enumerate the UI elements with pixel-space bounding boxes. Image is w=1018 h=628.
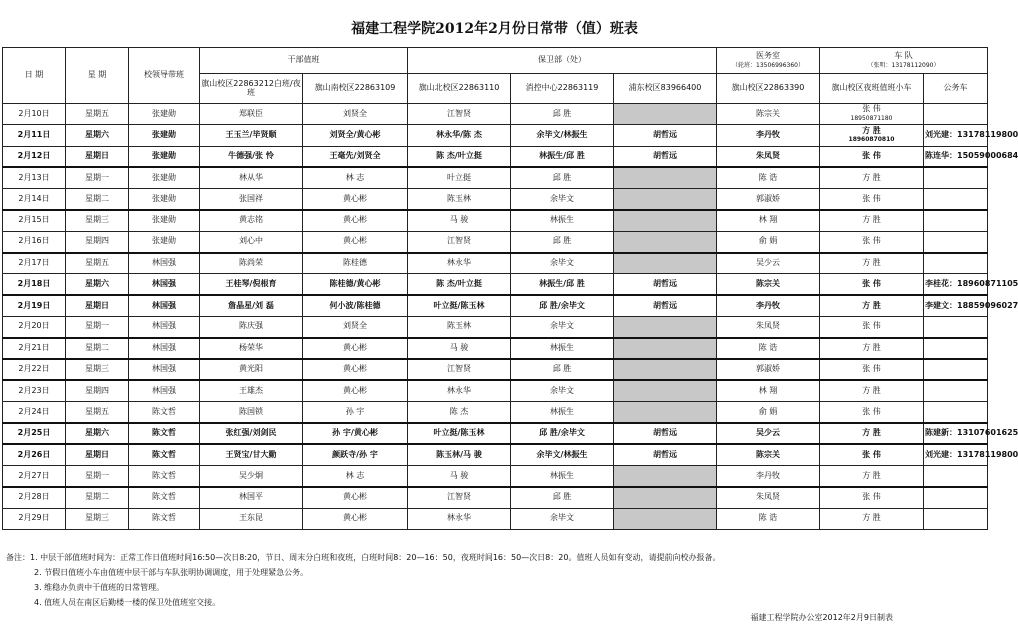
cadre-qishan-cell: 王玉兰/毕贤顺: [200, 125, 303, 146]
leader-cell: 陈文哲: [129, 466, 200, 487]
security-qishan-cell: 俞 娟: [717, 231, 820, 252]
security-fire-center-cell: 余毕文: [511, 189, 614, 210]
weekday-cell: 星期五: [66, 104, 129, 125]
header-fleet: 车 队 （张明：13178112090）: [820, 48, 988, 74]
weekday-cell: 星期三: [66, 210, 129, 231]
weekday-cell: 星期四: [66, 231, 129, 252]
note-2: 2. 节假日值班小车由值班中层干部与车队张明协调调度，用于处理紧急公务。: [34, 568, 309, 577]
date-cell: 2月18日: [3, 274, 66, 295]
header-leader: 校领导带班: [129, 48, 200, 104]
date-cell: 2月23日: [3, 380, 66, 401]
weekday-cell: 星期三: [66, 508, 129, 529]
security-qishan-cell: 吴少云: [717, 423, 820, 444]
header-weekday: 星 期: [66, 48, 129, 104]
header-medical: 医务室 （轮班：13506996360）: [717, 48, 820, 74]
weekday-cell: 星期六: [66, 125, 129, 146]
cadre-qishan-south-cell: 黄心彬: [303, 380, 408, 401]
night-car-cell: 张 伟: [820, 146, 924, 167]
security-pudong-cell: 胡哲远: [614, 274, 717, 295]
date-cell: 2月20日: [3, 316, 66, 337]
security-pudong-cell: [614, 189, 717, 210]
security-qishan-north-cell: 江智贤: [408, 231, 511, 252]
security-qishan-cell: 陈宗关: [717, 444, 820, 465]
security-fire-center-cell: 邱 胜: [511, 104, 614, 125]
leader-cell: 林国强: [129, 380, 200, 401]
official-car-cell: [924, 359, 988, 380]
date-cell: 2月16日: [3, 231, 66, 252]
header-security-qishan-north: 旗山北校区22863110: [408, 74, 511, 104]
cadre-qishan-south-cell: 陈桂德/黄心彬: [303, 274, 408, 295]
table-row: [3, 125, 988, 146]
notes: [6, 550, 720, 610]
note-1: 备注：1. 中层干部值班时间为：正常工作日值班时间16:50—次日8:20，节日、周末分白班和夜班，白班时间8：20—16：50，夜班时间16：50—次日8：20。值班人员如有变动，请提前向校办报备。: [6, 553, 721, 562]
cadre-qishan-cell: 黄光阳: [200, 359, 303, 380]
table-row: [3, 231, 988, 252]
weekday-cell: 星期二: [66, 487, 129, 508]
security-qishan-north-cell: 陈玉林: [408, 316, 511, 337]
table-row: [3, 167, 988, 188]
cadre-qishan-south-cell: 黄心彬: [303, 338, 408, 359]
date-cell: 2月17日: [3, 253, 66, 274]
header-cadre-qishan: 旗山校区22863212白班/夜班: [200, 74, 303, 104]
cadre-qishan-cell: 吴少炯: [200, 466, 303, 487]
weekday-cell: 星期一: [66, 466, 129, 487]
weekday-cell: 星期日: [66, 146, 129, 167]
weekday-cell: 星期五: [66, 402, 129, 423]
cadre-qishan-south-cell: 王毫先/刘贤全: [303, 146, 408, 167]
cadre-qishan-south-cell: 刘贤全/黄心彬: [303, 125, 408, 146]
date-cell: 2月15日: [3, 210, 66, 231]
security-fire-center-cell: 邱 胜: [511, 167, 614, 188]
official-car-cell: [924, 253, 988, 274]
date-cell: 2月14日: [3, 189, 66, 210]
security-pudong-cell: [614, 253, 717, 274]
security-qishan-north-cell: 马 骏: [408, 338, 511, 359]
security-pudong-cell: [614, 466, 717, 487]
header-fleet-night-car: 旗山校区夜班值班小车: [820, 74, 924, 104]
security-qishan-cell: 李丹牧: [717, 125, 820, 146]
night-car-cell: 方 胜: [820, 466, 924, 487]
security-qishan-north-cell: 叶立挺: [408, 167, 511, 188]
official-car-cell: [924, 338, 988, 359]
night-car-cell: 方 胜: [820, 423, 924, 444]
night-car-cell: 张 伟: [820, 359, 924, 380]
security-qishan-cell: 林 翔: [717, 210, 820, 231]
official-car-cell: [924, 104, 988, 125]
security-qishan-cell: 郭淑娇: [717, 359, 820, 380]
weekday-cell: 星期二: [66, 338, 129, 359]
leader-cell: 陈文哲: [129, 444, 200, 465]
table-row: [3, 210, 988, 231]
official-car-cell: [924, 402, 988, 423]
leader-cell: 林国强: [129, 274, 200, 295]
security-fire-center-cell: 余毕文/林振生: [511, 125, 614, 146]
security-qishan-north-cell: 林永华: [408, 380, 511, 401]
date-cell: 2月28日: [3, 487, 66, 508]
weekday-cell: 星期四: [66, 380, 129, 401]
security-fire-center-cell: 林振生/邱 胜: [511, 146, 614, 167]
security-qishan-north-cell: 林永华: [408, 253, 511, 274]
night-car-cell: 张 伟 18950871180: [820, 104, 924, 125]
cadre-qishan-south-cell: 林 志: [303, 466, 408, 487]
date-cell: 2月27日: [3, 466, 66, 487]
table-row: [3, 338, 988, 359]
leader-cell: 张建勋: [129, 231, 200, 252]
security-qishan-cell: 陈宗关: [717, 274, 820, 295]
duty-rows: [3, 104, 1018, 530]
leader-cell: 陈文哲: [129, 423, 200, 444]
table-row: [3, 380, 988, 401]
cadre-qishan-cell: 陈庆强: [200, 316, 303, 337]
date-cell: 2月25日: [3, 423, 66, 444]
night-car-cell: 方 胜: [820, 338, 924, 359]
header-security-group: 保卫部（处）: [408, 48, 717, 74]
cadre-qishan-cell: 詹晶星/刘 磊: [200, 295, 303, 316]
security-qishan-cell: 朱凤贤: [717, 316, 820, 337]
table-row: [3, 508, 988, 529]
security-qishan-cell: 李丹牧: [717, 466, 820, 487]
cadre-qishan-cell: 郑联臣: [200, 104, 303, 125]
security-pudong-cell: 胡哲远: [614, 125, 717, 146]
cadre-qishan-cell: 张红强/刘剑民: [200, 423, 303, 444]
security-qishan-cell: 林 翔: [717, 380, 820, 401]
table-row: [3, 359, 988, 380]
table-row: [3, 189, 988, 210]
security-qishan-north-cell: 陈 杰/叶立挺: [408, 274, 511, 295]
security-fire-center-cell: 邱 胜: [511, 359, 614, 380]
official-car-cell: [924, 380, 988, 401]
security-fire-center-cell: 邱 胜: [511, 231, 614, 252]
security-fire-center-cell: 余毕文: [511, 508, 614, 529]
cadre-qishan-cell: 王东昆: [200, 508, 303, 529]
header-fleet-official-car: 公务车: [924, 74, 988, 104]
official-car-cell: [924, 167, 988, 188]
leader-cell: 陈文哲: [129, 402, 200, 423]
security-fire-center-cell: 林振生: [511, 466, 614, 487]
cadre-qishan-cell: 杨荣华: [200, 338, 303, 359]
security-qishan-cell: 俞 娟: [717, 402, 820, 423]
security-qishan-cell: 陈宗关: [717, 104, 820, 125]
official-car-cell: [924, 316, 988, 337]
table-row: [3, 487, 988, 508]
cadre-qishan-south-cell: 孙 宇: [303, 402, 408, 423]
cadre-qishan-cell: 陈尚荣: [200, 253, 303, 274]
date-cell: 2月21日: [3, 338, 66, 359]
cadre-qishan-south-cell: 黄心彬: [303, 487, 408, 508]
official-car-cell: 陈连华：15059000684: [924, 146, 988, 167]
security-pudong-cell: [614, 167, 717, 188]
leader-cell: 张建勋: [129, 104, 200, 125]
security-fire-center-cell: 林振生/邱 胜: [511, 274, 614, 295]
weekday-cell: 星期二: [66, 189, 129, 210]
security-pudong-cell: [614, 359, 717, 380]
footer-issuer: 福建工程学院办公室2012年2月9日制表: [750, 613, 893, 622]
security-pudong-cell: 胡哲远: [614, 444, 717, 465]
security-qishan-north-cell: 江智贤: [408, 104, 511, 125]
cadre-qishan-cell: 刘心中: [200, 231, 303, 252]
security-fire-center-cell: 林振生: [511, 210, 614, 231]
table-row: [3, 466, 988, 487]
official-car-cell: 刘光建：13178119800: [924, 125, 988, 146]
security-fire-center-cell: 林振生: [511, 402, 614, 423]
security-pudong-cell: 胡哲远: [614, 146, 717, 167]
table-row: [3, 402, 988, 423]
security-fire-center-cell: 邱 胜/余毕文: [511, 295, 614, 316]
leader-cell: 张建勋: [129, 189, 200, 210]
security-pudong-cell: [614, 487, 717, 508]
official-car-cell: [924, 210, 988, 231]
security-fire-center-cell: 邱 胜: [511, 487, 614, 508]
security-qishan-cell: 陈 诰: [717, 508, 820, 529]
cadre-qishan-south-cell: 黄心彬: [303, 231, 408, 252]
security-qishan-cell: 陈 诰: [717, 167, 820, 188]
night-car-cell: 张 伟: [820, 316, 924, 337]
night-car-cell: 方 胜: [820, 253, 924, 274]
security-pudong-cell: [614, 104, 717, 125]
security-qishan-north-cell: 马 骏: [408, 466, 511, 487]
night-car-cell: 张 伟: [820, 487, 924, 508]
official-car-cell: [924, 487, 988, 508]
night-car-cell: 方 胜 18960870810: [820, 125, 924, 146]
date-cell: 2月12日: [3, 146, 66, 167]
night-car-cell: 方 胜: [820, 508, 924, 529]
security-fire-center-cell: 邱 胜/余毕文: [511, 423, 614, 444]
night-car-cell: 张 伟: [820, 189, 924, 210]
note-3: 3. 维稳办负责中干值班的日常管理。: [34, 583, 165, 592]
cadre-qishan-south-cell: 黄心彬: [303, 189, 408, 210]
official-car-cell: 李建文：18859096027: [924, 295, 988, 316]
security-qishan-north-cell: 江智贤: [408, 487, 511, 508]
security-qishan-cell: 朱凤贤: [717, 487, 820, 508]
date-cell: 2月29日: [3, 508, 66, 529]
official-car-cell: [924, 508, 988, 529]
date-cell: 2月11日: [3, 125, 66, 146]
security-qishan-north-cell: 马 骏: [408, 210, 511, 231]
security-qishan-north-cell: 林永华/陈 杰: [408, 125, 511, 146]
weekday-cell: 星期六: [66, 274, 129, 295]
security-qishan-cell: 李丹牧: [717, 295, 820, 316]
weekday-cell: 星期日: [66, 444, 129, 465]
weekday-cell: 星期一: [66, 167, 129, 188]
date-cell: 2月10日: [3, 104, 66, 125]
night-car-cell: 张 伟: [820, 231, 924, 252]
night-car-cell: 方 胜: [820, 295, 924, 316]
leader-cell: 张建勋: [129, 210, 200, 231]
cadre-qishan-south-cell: 刘贤全: [303, 316, 408, 337]
security-qishan-cell: 朱凤贤: [717, 146, 820, 167]
official-car-cell: [924, 231, 988, 252]
date-cell: 2月13日: [3, 167, 66, 188]
table-row: [3, 423, 988, 444]
security-qishan-north-cell: 陈 杰/叶立挺: [408, 146, 511, 167]
security-fire-center-cell: 余毕文: [511, 316, 614, 337]
night-car-cell: 方 胜: [820, 167, 924, 188]
duty-table: [2, 47, 1018, 530]
table-row: [3, 295, 988, 316]
security-pudong-cell: [614, 231, 717, 252]
leader-cell: 林国强: [129, 253, 200, 274]
cadre-qishan-cell: 王雄杰: [200, 380, 303, 401]
night-car-cell: 方 胜: [820, 210, 924, 231]
leader-cell: 林国强: [129, 359, 200, 380]
date-cell: 2月26日: [3, 444, 66, 465]
cadre-qishan-south-cell: 何小波/陈桂德: [303, 295, 408, 316]
header-date: 日 期: [3, 48, 66, 104]
cadre-qishan-south-cell: 黄心彬: [303, 210, 408, 231]
leader-cell: 陈文哲: [129, 508, 200, 529]
page-title: 福建工程学院2012年2月份日常带（值）班表: [351, 21, 638, 37]
cadre-qishan-south-cell: 黄心彬: [303, 359, 408, 380]
cadre-qishan-south-cell: 孙 宇/黄心彬: [303, 423, 408, 444]
header-security-fire-center: 消控中心22863119: [511, 74, 614, 104]
weekday-cell: 星期三: [66, 359, 129, 380]
security-pudong-cell: [614, 210, 717, 231]
table-row: [3, 146, 988, 167]
security-pudong-cell: [614, 316, 717, 337]
official-car-cell: [924, 466, 988, 487]
security-pudong-cell: [614, 402, 717, 423]
security-fire-center-cell: 余毕文: [511, 253, 614, 274]
header-security-qishan: 旗山校区22863390: [717, 74, 820, 104]
security-fire-center-cell: 余毕文: [511, 380, 614, 401]
cadre-qishan-cell: 张国祥: [200, 189, 303, 210]
security-qishan-cell: 陈 诰: [717, 338, 820, 359]
security-qishan-north-cell: 陈 杰: [408, 402, 511, 423]
cadre-qishan-south-cell: 颜跃寺/孙 宇: [303, 444, 408, 465]
cadre-qishan-cell: 王贤宝/甘大勤: [200, 444, 303, 465]
weekday-cell: 星期一: [66, 316, 129, 337]
table-row: [3, 104, 988, 125]
header-cadre-group: 干部值班: [200, 48, 408, 74]
weekday-cell: 星期五: [66, 253, 129, 274]
leader-cell: 张建勋: [129, 125, 200, 146]
leader-cell: 陈文哲: [129, 487, 200, 508]
date-cell: 2月24日: [3, 402, 66, 423]
cadre-qishan-cell: 牛德强/张 怜: [200, 146, 303, 167]
leader-cell: 林国强: [129, 338, 200, 359]
security-qishan-north-cell: 叶立挺/陈玉林: [408, 295, 511, 316]
cadre-qishan-cell: 王桂琴/倪根育: [200, 274, 303, 295]
security-qishan-north-cell: 林永华: [408, 508, 511, 529]
leader-cell: 张建勋: [129, 167, 200, 188]
cadre-qishan-south-cell: 刘贤全: [303, 104, 408, 125]
security-qishan-north-cell: 江智贤: [408, 359, 511, 380]
leader-cell: 张建勋: [129, 146, 200, 167]
table-row: [3, 274, 988, 295]
cadre-qishan-south-cell: 黄心彬: [303, 508, 408, 529]
cadre-qishan-south-cell: 陈桂德: [303, 253, 408, 274]
security-pudong-cell: [614, 338, 717, 359]
security-pudong-cell: [614, 508, 717, 529]
security-qishan-cell: 吴少云: [717, 253, 820, 274]
security-pudong-cell: 胡哲远: [614, 423, 717, 444]
header-cadre-qishan-south: 旗山南校区22863109: [303, 74, 408, 104]
security-qishan-north-cell: 陈玉林: [408, 189, 511, 210]
cadre-qishan-cell: 黄志铭: [200, 210, 303, 231]
cadre-qishan-cell: 林国平: [200, 487, 303, 508]
cadre-qishan-cell: 陈国锁: [200, 402, 303, 423]
note-4: 4. 值班人员在南区后勤楼一楼的保卫处值班室交接。: [34, 598, 221, 607]
official-car-cell: [924, 189, 988, 210]
security-fire-center-cell: 林振生: [511, 338, 614, 359]
date-cell: 2月19日: [3, 295, 66, 316]
official-car-cell: 刘光建：13178119800: [924, 444, 988, 465]
night-car-cell: 张 伟: [820, 402, 924, 423]
date-cell: 2月22日: [3, 359, 66, 380]
leader-cell: 林国强: [129, 316, 200, 337]
weekday-cell: 星期六: [66, 423, 129, 444]
weekday-cell: 星期日: [66, 295, 129, 316]
table-row: [3, 316, 988, 337]
security-fire-center-cell: 余毕文/林振生: [511, 444, 614, 465]
header-security-pudong: 浦东校区83966400: [614, 74, 717, 104]
security-qishan-cell: 郭淑娇: [717, 189, 820, 210]
table-row: [3, 444, 988, 465]
security-qishan-north-cell: 陈玉林/马 骏: [408, 444, 511, 465]
table-row: [3, 253, 988, 274]
cadre-qishan-south-cell: 林 志: [303, 167, 408, 188]
security-pudong-cell: [614, 380, 717, 401]
security-pudong-cell: 胡哲远: [614, 295, 717, 316]
night-car-cell: 张 伟: [820, 274, 924, 295]
official-car-cell: 李桂花：18960871105: [924, 274, 988, 295]
night-car-cell: 方 胜: [820, 380, 924, 401]
night-car-cell: 张 伟: [820, 444, 924, 465]
cadre-qishan-cell: 林从华: [200, 167, 303, 188]
security-qishan-north-cell: 叶立挺/陈玉林: [408, 423, 511, 444]
leader-cell: 林国强: [129, 295, 200, 316]
official-car-cell: 陈建新：13107601625: [924, 423, 988, 444]
